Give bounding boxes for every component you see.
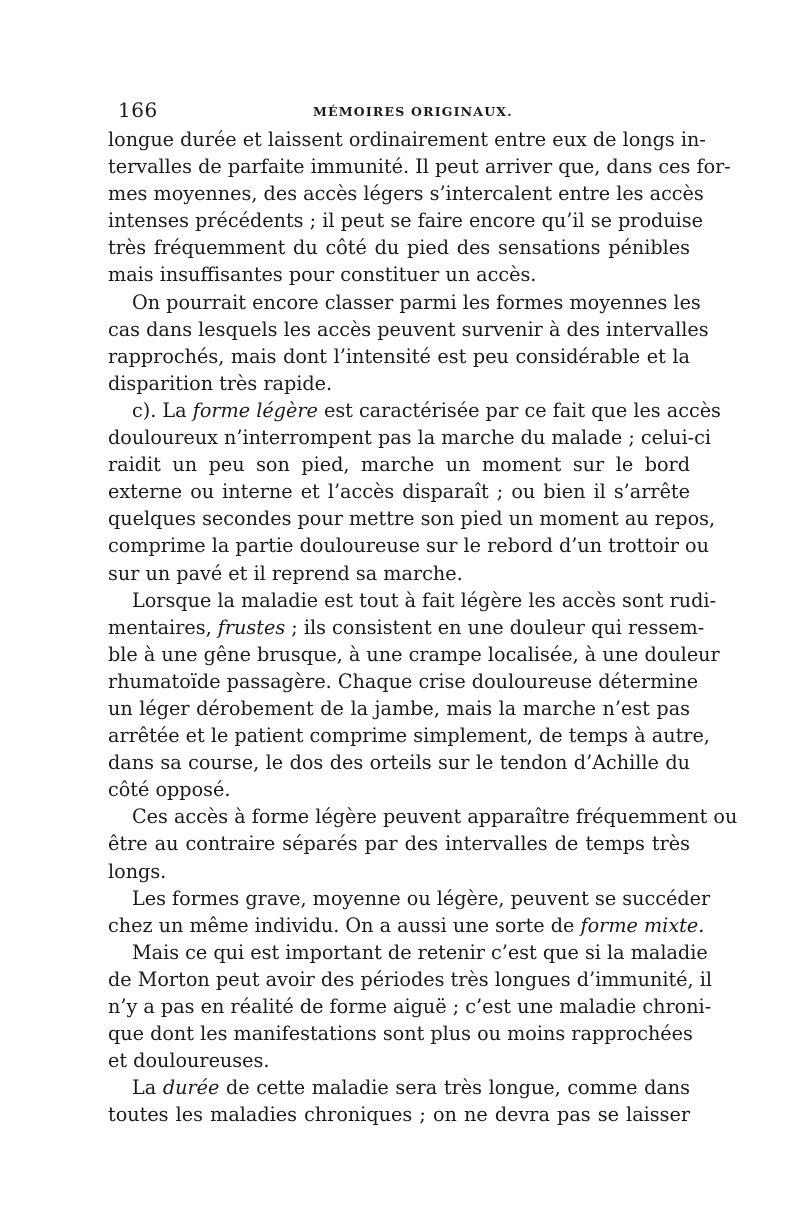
text-line: de Morton peut avoir des périodes très longues d’immunité, il: [108, 967, 713, 991]
text-line: c). La forme légère est caractérisée par ce fait que les accès: [132, 398, 721, 422]
text-line: mes moyennes, des accès légers s’intercalent entre les accès: [108, 182, 704, 206]
text-line: douloureux n’interrompent pas la marche du malade ; celui-ci: [108, 426, 712, 450]
running-title: MÉMOIRES ORIGINAUX.: [313, 104, 513, 119]
text-line: sur un pavé et il reprend sa marche.: [108, 561, 463, 585]
text-line: très fréquemment du côté du pied des sensations pénibles: [108, 236, 690, 260]
text-line: toutes les maladies chroniques ; on ne devra pas se laisser: [108, 1103, 690, 1127]
text-line: cas dans lesquels les accès peuvent survenir à des intervalles: [108, 317, 709, 341]
running-head: [108, 94, 690, 126]
text-line: intenses précédents ; il peut se faire encore qu’il se produise: [108, 209, 704, 233]
text-line: et douloureuses.: [108, 1049, 270, 1073]
text-line: que dont les manifestations sont plus ou moins rapprochées: [108, 1022, 693, 1046]
text-line: externe ou interne et l’accès disparaît ; ou bien il s’arrête: [108, 480, 690, 504]
text-line: Les formes grave, moyenne ou légère, peuvent se succéder: [132, 886, 711, 910]
text-line: disparition très rapide.: [108, 371, 333, 395]
text-line: ble à une gêne brusque, à une crampe localisée, à une douleur: [108, 642, 720, 666]
text-line: dans sa course, le dos des orteils sur le tendon d’Achille du: [108, 751, 690, 775]
text-line: être au contraire séparés par des intervalles de temps très: [108, 832, 690, 856]
text-line: un léger dérobement de la jambe, mais la marche n’est pas: [108, 696, 690, 720]
text-line: côté opposé.: [108, 778, 231, 802]
body-text: [108, 126, 738, 1128]
text-line: Lorsque la maladie est tout à fait légère les accès sont rudi-: [132, 588, 717, 612]
text-line: raidit un peu son pied, marche un moment sur le bord: [108, 453, 690, 477]
text-line: rhumatoïde passagère. Chaque crise douloureuse détermine: [108, 669, 699, 693]
text-line: n’y a pas en réalité de forme aiguë ; c’est une maladie chroni-: [108, 995, 712, 1018]
text-line: rapprochés, mais dont l’intensité est peu considérable et la: [108, 344, 690, 368]
text-line: longs.: [108, 859, 167, 883]
text-line: mentaires, frustes ; ils consistent en une douleur qui ressem-: [108, 615, 705, 639]
text-line: Ces accès à forme légère peuvent apparaître fréquemment ou: [132, 805, 738, 829]
text-line: tervalles de parfaite immunité. Il peut arriver que, dans ces for-: [108, 155, 731, 179]
text-line: quelques secondes pour mettre son pied un moment au repos,: [108, 507, 716, 531]
text-line: longue durée et laissent ordinairement entre eux de longs in-: [108, 128, 706, 151]
text-line: chez un même individu. On a aussi une sorte de forme mixte.: [108, 913, 705, 937]
book-page: [108, 94, 738, 1128]
text-line: comprime la partie douloureuse sur le rebord d’un trottoir ou: [108, 534, 709, 558]
text-line: mais insuffisantes pour constituer un accès.: [108, 263, 537, 287]
text-line: Mais ce qui est important de retenir c’est que si la maladie: [132, 940, 708, 964]
text-line: arrêtée et le patient comprime simplement, de temps à autre,: [108, 724, 710, 748]
text-line: La durée de cette maladie sera très longue, comme dans: [132, 1076, 690, 1100]
text-line: On pourrait encore classer parmi les formes moyennes les: [132, 290, 701, 314]
page-number: 166: [118, 98, 158, 122]
